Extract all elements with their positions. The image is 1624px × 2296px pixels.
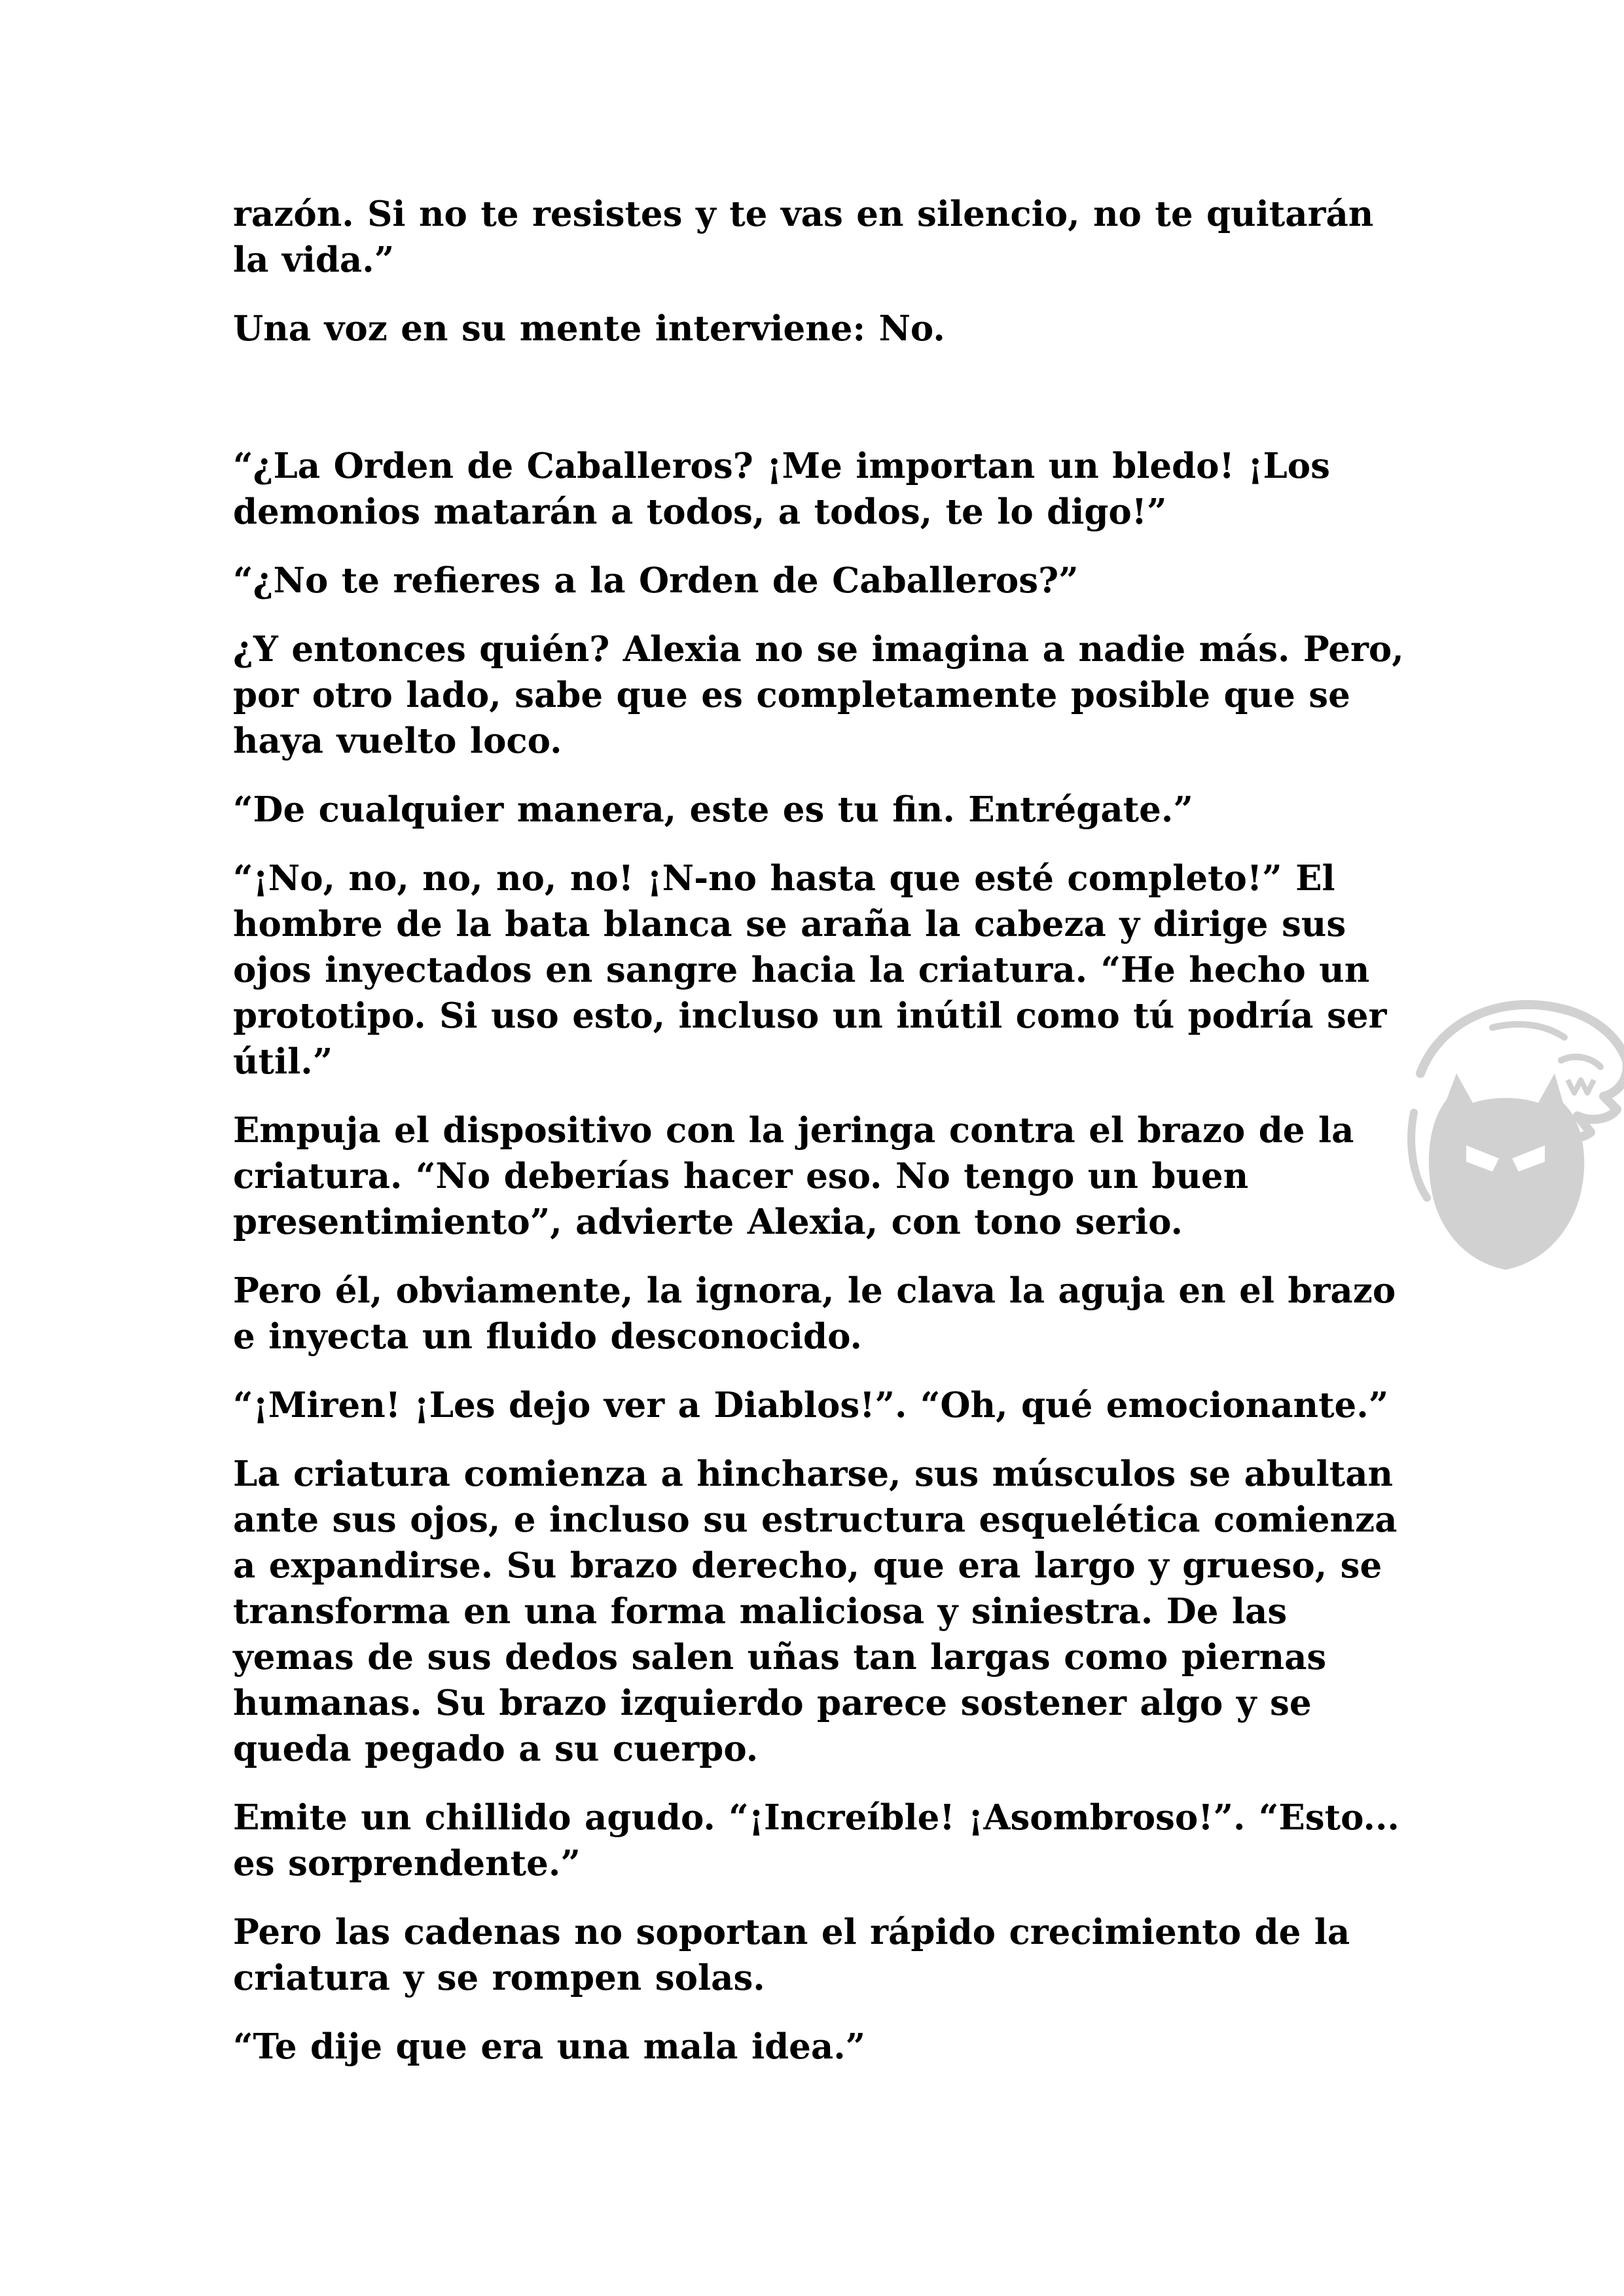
- dinosaur-devil-mask-logo-icon: [1394, 982, 1624, 1283]
- paragraph: Pero las cadenas no soportan el rápido crecimiento de la criatura y se rompen solas.: [233, 1912, 1350, 1998]
- paragraph: razón. Si no te resistes y te vas en silencio, no te quitarán la vida.”: [233, 194, 1374, 280]
- paragraph: “¿No te refieres a la Orden de Caballeros?”: [233, 560, 1079, 601]
- paragraph: ¿Y entonces quién? Alexia no se imagina a nadie más. Pero, por otro lado, sabe que es completamente posible que se haya vuelto loco.: [233, 629, 1404, 761]
- paragraph: Emite un chillido agudo. “¡Increíble! ¡Asombroso!”. “Esto... es sorprendente.”: [233, 1797, 1399, 1884]
- paragraph: Una voz en su mente interviene: No.: [233, 308, 945, 349]
- paragraph: Pero él, obviamente, la ignora, le clava la aguja en el brazo e inyecta un fluido desconocido.: [233, 1270, 1396, 1357]
- paragraph: “¡Miren! ¡Les dejo ver a Diablos!”. “Oh, qué emocionante.”: [233, 1385, 1389, 1426]
- paragraph: “¿La Orden de Caballeros? ¡Me importan un bledo! ¡Los demonios matarán a todos, a todos, te lo digo!”: [233, 446, 1330, 532]
- paragraph: Empuja el dispositivo con la jeringa contra el brazo de la criatura. “No deberías hacer eso. No tengo un buen presentimiento”, advierte Alexia, con tono serio.: [233, 1110, 1354, 1242]
- body-text: [233, 191, 1405, 2092]
- paragraph: La criatura comienza a hincharse, sus músculos se abultan ante sus ojos, e incluso su estructura esquelética comienza a expandirse. Su brazo derecho, que era largo y grueso, se transforma en una forma maliciosa y siniestra. De las yemas de sus dedos salen uñas tan largas como piernas humanas. Su brazo izquierdo parece sostener algo y se queda pegado a su cuerpo.: [233, 1454, 1398, 1769]
- paragraph: “¡No, no, no, no, no! ¡N-no hasta que esté completo!” El hombre de la bata blanca se araña la cabeza y dirige sus ojos inyectados en sangre hacia la criatura. “He hecho un prototipo. Si uso esto, incluso un inútil como tú podría ser útil.”: [233, 858, 1387, 1082]
- paragraph: “De cualquier manera, este es tu fin. Entrégate.”: [233, 789, 1193, 830]
- paragraph: “Te dije que era una mala idea.”: [233, 2026, 866, 2067]
